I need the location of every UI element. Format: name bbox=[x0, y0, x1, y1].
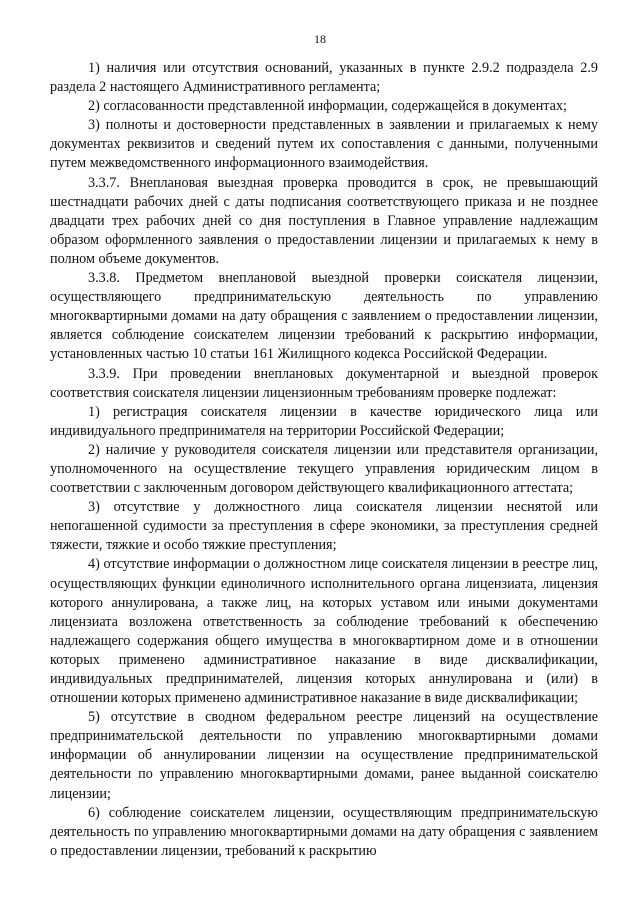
paragraph-item-2: 2) согласованности представленной информации, содержащейся в документах; bbox=[88, 98, 567, 115]
paragraph-3-3-8: 3.3.8. Предметом внеплановой выездной проверки соискателя лицензии, осуществляющего предпринимательскую деятельность по управлению многоквартирными домами на дату обращения с заявлением о предоставлении лицензии, является соблюдение соискателем лицензии требований к раскрытию информации, установленных частью 10 статьи 161 Жилищного кодекса Российской Федерации. bbox=[50, 270, 598, 363]
requirement-item-1: 1) регистрация соискателя лицензии в качестве юридического лица или индивидуального предпринимателя на территории Российской Федерации; bbox=[50, 403, 598, 439]
paragraph-item-3: 3) полноты и достоверности представленных в заявлении и прилагаемых к нему документах реквизитов и сведений путем их сопоставления с данными, полученными путем межведомственного информационного взаимодействия. bbox=[50, 117, 598, 172]
page-number: 18 bbox=[314, 32, 326, 46]
paragraph-item-1: 1) наличия или отсутствия оснований, указанных в пункте 2.9.2 подраздела 2.9 раздела 2 настоящего Административного регламента; bbox=[50, 60, 598, 96]
requirement-item-6: 6) соблюдение соискателем лицензии, осуществляющим предпринимательскую деятельность по управлению многоквартирными домами на дату обращения с заявлением о предоставлении лицензии, требований к раскрытию bbox=[50, 804, 598, 859]
document-body bbox=[50, 59, 598, 861]
paragraph-3-3-7: 3.3.7. Внеплановая выездная проверка проводится в срок, не превышающий шестнадцати рабочих дней с даты подписания соответствующего приказа и не позднее двадцати трех рабочих дней со дня поступления в Главное управление надлежащим образом оформленного заявления о предоставлении лицензии и прилагаемых к нему в полном объеме документов. bbox=[50, 174, 598, 267]
requirement-item-4: 4) отсутствие информации о должностном лице соискателя лицензии в реестре лиц, осуществляющих функции единоличного исполнительного органа лицензиата, лицензия которого аннулирована, а также лиц, на которых уставом или иными документами лицензиата возложена ответственность за соблюдение требований к обеспечению надлежащего содержания общего имущества в многоквартирном доме и в отношении которых применено административное наказание в виде дисквалификации, индивидуальных предпринимателей, лицензия которых аннулирована и (или) в отношении которых применено административное наказание в виде дисквалификации; bbox=[50, 556, 598, 707]
requirement-item-2: 2) наличие у руководителя соискателя лицензии или представителя организации, уполномоченного на осуществление текущего управления юридическим лицом в соответствии с заключенным договором действующего квалификационного аттестата; bbox=[50, 441, 598, 497]
requirement-item-5: 5) отсутствие в сводном федеральном реестре лицензий на осуществление предпринимательской деятельности по управлению многоквартирными домами информации об аннулировании лицензии на осуществление предпринимательской деятельности по управлению многоквартирными домами, ранее выданной соискателю лицензии; bbox=[50, 709, 598, 802]
paragraph-3-3-9: 3.3.9. При проведении внеплановых документарной и выездной проверок соответствия соискателя лицензии лицензионным требованиям проверке подлежат: bbox=[50, 365, 598, 401]
requirement-item-3: 3) отсутствие у должностного лица соискателя лицензии неснятой или непогашенной судимости за преступления в сфере экономики, за преступления средней тяжести, тяжкие и особо тяжкие преступления; bbox=[50, 499, 598, 554]
